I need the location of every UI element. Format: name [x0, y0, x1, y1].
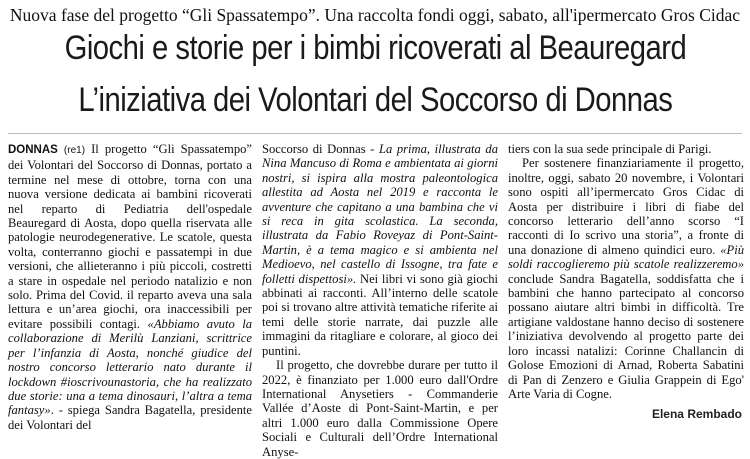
column-3-text-a: Per sostenere finanziariamente il progetto, inoltre, oggi, sabato 20 novembre, i Volontari sono ospiti all’ipermercato Gros Cidac di Aosta per distribuire i libri di fiabe del concorso letterario dell’anno scorso “I racconti di Io scrivo una storia”, a fronte di una donazione di almeno quindici euro. — [508, 156, 744, 257]
article-kicker: Nuova fase del progetto “Gli Spassatempo”. Una raccolta fondi oggi, sabato, all'ipermercato Gros Cidac — [9, 5, 741, 25]
headline-line-2-text: L’iniziativa dei Volontari del Soccorso di Donnas — [77, 81, 672, 119]
headline-line-2 — [0, 80, 750, 120]
column-1-quote: «Abbiamo avuto la collaborazione di Merilù Lanziani, scrittrice per l’infanzia di Aosta, nonché giudice del nostro concorso letterario nato durante il lockdown #ioscrivounastoria, che ha realizzato due storie: una a tema dinosauri, l’altra a tema fantasy» — [8, 316, 253, 418]
column-1-text-a: Il progetto “Gli Spassatempo” dei Volontari del Soccorso di Donnas, portato a termine nel mese di ottobre, torna con una nuova versione dedicata ai bambini ricoverati nel reparto di Pediatria dell'ospedale Beauregard di Aosta, dopo quella riservata alle patologie neurodegenerative. Le scatole, questa volta, conterranno giochi e passatempi in due versioni, che allieteranno i più piccoli, costretti a stare in ospedale nel periodo natalizio e non solo. Prima del Covid. il reparto aveva una sala lettura e un’area giochi, ora inaccessibili per evitare possibili contagi. — [8, 142, 252, 331]
author-byline: Elena Rembado — [651, 407, 742, 421]
column-2-text-b: Nei libri vi sono già giochi abbinati ai racconti. All’interno delle scatole poi si trovano altre attività tematiche riferite ai temi delle storie narrate, dai puzzle alle immagini da ritagliare e colorare, al gioco dei puntini. — [262, 271, 498, 358]
headline-divider — [8, 133, 742, 134]
column-1-text-b: . - spiega Sandra Bagatella, presidente dei Volontari del — [8, 403, 252, 432]
article-column-3 — [508, 142, 744, 422]
column-3-paragraph-1: tiers con la sua sede principale di Parigi. — [508, 142, 712, 156]
headline-line-1-text: Giochi e storie per i bimbi ricoverati al Beauregard — [64, 29, 686, 67]
column-2-paragraph-1 — [262, 142, 498, 358]
article-column-2 — [262, 142, 499, 459]
dateline: DONNAS — [8, 144, 58, 156]
column-3-paragraph-2 — [508, 156, 744, 401]
column-2-quote: La prima, illustrata da Nina Mancuso di Roma e ambientata ai giorni nostri, si ispira alla mostra paleontologica allestita ad Aosta nel 2019 e racconta le avventure che capitano a una bambina che vi si reca in gita scolastica. La seconda, illustrata da Fabio Roveyaz di Pont-Saint-Martin, è a tema magico e si ambienta nel Medioevo, nel castello di Issogne, tra fate e folletti dispettosi». — [262, 142, 499, 286]
headline-line-1 — [0, 28, 750, 68]
column-3-text-b: conclude Sandra Bagatella, soddisfatta che i bambini che hanno partecipato al concorso possano aiutare altri bimbi in difficoltà. Tre artigiane valdostane hanno deciso di sostenere l’iniziativa devolvendo al progetto parte dei loro incassi natalizi: Corinne Challancin di Golose Emozioni di Arnad, Roberta Sabatini di Pan di Zenzero e Giulia Grappein di Ego' Arte Varia di Cogne. — [508, 271, 744, 401]
article-column-1 — [8, 142, 253, 432]
column-2-text-a: Soccorso di Donnas - — [262, 142, 379, 156]
column-2-paragraph-2: Il progetto, che dovrebbe durare per tutto il 2022, è finanziato per 1.000 euro dall'Ordre International Anysetiers - Commanderie Vallée d’Aoste di Pont-Saint-Martin, e per altri 1.000 euro dalla Commissione Opere Sociali e Culturali dell’Ordre International Anyse- — [262, 358, 498, 459]
column-3-quote: «Più soldi raccoglieremo più scatole realizzeremo» — [508, 242, 744, 272]
dateline-code: (re1) — [63, 145, 86, 156]
column-1-paragraph — [8, 142, 252, 432]
